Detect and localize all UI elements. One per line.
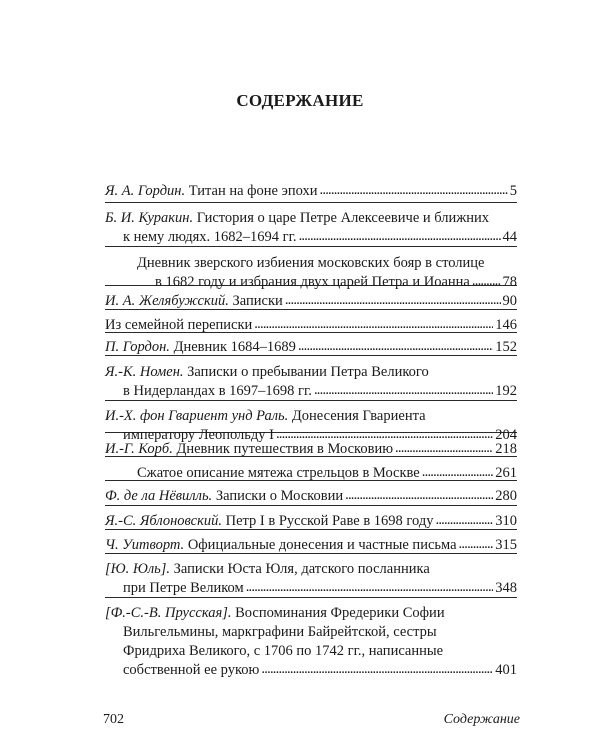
toc-page-number: 315	[495, 537, 517, 553]
toc-entry[interactable]	[105, 560, 517, 598]
toc-page-number: 204	[495, 427, 517, 443]
dot-leader	[261, 660, 493, 679]
toc-entry[interactable]	[105, 487, 517, 506]
toc-title-line: Официальные донесения и частные письма	[187, 537, 457, 553]
toc-title-line: Дневник путешествия в Московию	[176, 441, 394, 457]
toc-author: Ф. де ла Нёвилль.	[105, 488, 213, 504]
toc-title-line: Донесения Гвариента	[291, 408, 426, 424]
toc-entry[interactable]	[105, 604, 517, 680]
toc-title-line: Дневник 1684–1689	[173, 339, 296, 355]
toc-page-number: 348	[495, 580, 517, 596]
toc-author: [Ю. Юль].	[105, 561, 171, 577]
toc-entry[interactable]	[105, 363, 517, 401]
toc-page-number: 90	[502, 293, 517, 309]
toc-title-line: Фридриха Великого, с 1706 по 1742 гг., написанные	[123, 643, 444, 659]
toc-entry[interactable]	[105, 536, 517, 555]
dot-leader	[314, 381, 493, 400]
page-number: 702	[103, 712, 124, 727]
toc-entry[interactable]	[105, 316, 517, 335]
dot-leader	[395, 439, 493, 458]
toc-page-number: 218	[495, 441, 517, 457]
toc-author: Ч. Уитворт.	[105, 537, 185, 553]
toc-author: И.-Х. фон Гвариент унд Раль.	[105, 408, 289, 424]
dot-leader	[345, 486, 493, 505]
toc-page-number: 44	[502, 229, 517, 245]
dot-leader	[298, 337, 493, 356]
toc-entry[interactable]	[105, 464, 517, 483]
toc-title-line: Воспоминания Фредерики Софии	[235, 605, 445, 621]
dot-leader	[422, 463, 494, 482]
toc-author: И.-Г. Корб.	[105, 441, 173, 457]
toc-page-number: 401	[495, 662, 517, 678]
toc-entry[interactable]	[105, 512, 517, 531]
toc-title-line: собственной ее рукою	[123, 662, 260, 678]
dot-leader	[472, 272, 501, 291]
toc-entry[interactable]	[105, 440, 517, 459]
toc-page-number: 261	[495, 465, 517, 481]
dot-leader	[320, 181, 508, 200]
toc-page-number: 146	[495, 317, 517, 333]
toc-page-number: 280	[495, 488, 517, 504]
dot-leader	[459, 535, 494, 554]
toc-title-line: Записки Юста Юля, датского посланника	[173, 561, 430, 577]
toc-page-number: 192	[495, 383, 517, 399]
toc-author: Я.-С. Яблоновский.	[105, 513, 223, 529]
toc-page-number: 78	[502, 274, 517, 290]
divider	[105, 202, 517, 203]
toc-title-line: Записки о Московии	[215, 488, 344, 504]
dot-leader	[435, 511, 493, 530]
toc-page-number: 152	[495, 339, 517, 355]
toc-author: Я.-К. Номен.	[105, 364, 184, 380]
toc-title-line: в Нидерландах в 1697–1698 гг.	[123, 383, 312, 399]
toc-page-number: 310	[495, 513, 517, 529]
toc-title-line: Из семейной переписки	[105, 317, 253, 333]
dot-leader	[246, 578, 494, 597]
toc-title-line: Сжатое описание мятежа стрельцов в Москве	[137, 465, 420, 481]
toc-title-line: Дневник зверского избиения московских бояр в столице	[137, 255, 485, 271]
dot-leader	[285, 291, 501, 310]
toc-title-line: при Петре Великом	[123, 580, 244, 596]
toc-entry[interactable]	[105, 292, 517, 311]
dot-leader	[254, 315, 493, 334]
toc-title-line: Титан на фоне эпохи	[188, 183, 318, 199]
toc-title-line: Записки	[232, 293, 283, 309]
toc-entry[interactable]	[105, 338, 517, 357]
toc-author: [Ф.-С.-В. Прусская].	[105, 605, 232, 621]
toc-title-line: императору Леопольду I	[123, 427, 274, 443]
toc-title-line: Гистория о царе Петре Алексеевиче и ближних	[196, 210, 490, 226]
toc-author: И. А. Желябужский.	[105, 293, 229, 309]
toc-title-line: Записки о пребывании Петра Великого	[187, 364, 429, 380]
toc-title-line: Вильгельмины, маркграфини Байрейтской, сестры	[123, 624, 437, 640]
toc-author: Б. И. Куракин.	[105, 210, 194, 226]
toc-title-line: в 1682 году и избрания двух царей Петра и Иоанна	[155, 274, 470, 290]
dot-leader	[299, 227, 501, 246]
toc-title-line: Петр I в Русской Раве в 1698 году	[225, 513, 434, 529]
toc-entry[interactable]	[105, 182, 517, 201]
toc-entry[interactable]	[105, 209, 517, 247]
toc-author: П. Гордон.	[105, 339, 170, 355]
toc-author: Я. А. Гордин.	[105, 183, 186, 199]
toc-title-line: к нему людях. 1682–1694 гг.	[123, 229, 297, 245]
toc-page-number: 5	[509, 183, 517, 199]
running-title: Содержание	[443, 712, 520, 727]
toc-entry[interactable]	[105, 254, 517, 292]
page-title: СОДЕРЖАНИЕ	[236, 91, 364, 110]
